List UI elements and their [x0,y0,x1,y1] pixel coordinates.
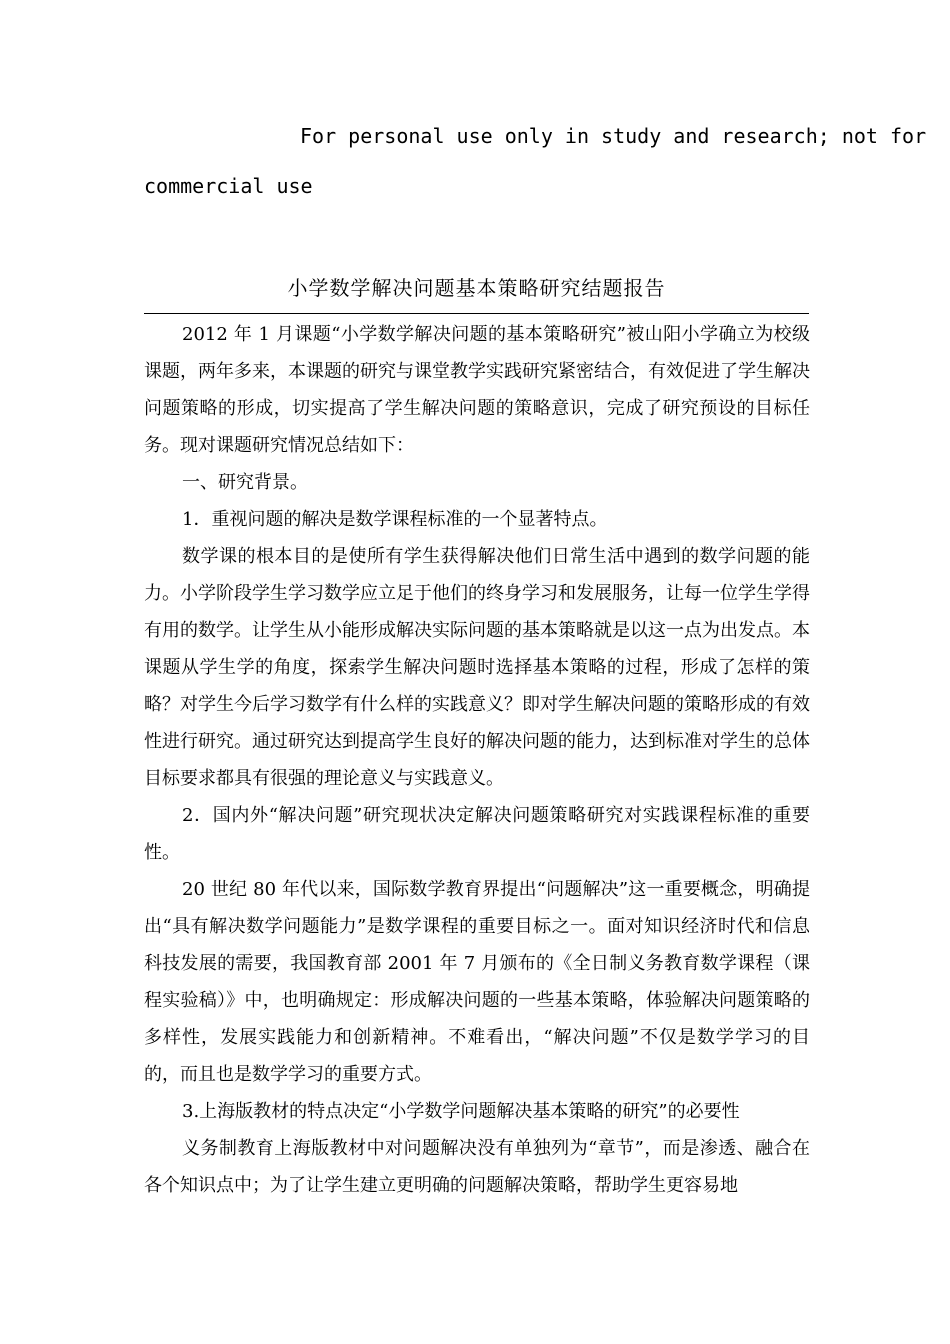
document-body [144,316,810,1204]
document-title: 小学数学解决问题基本策略研究结题报告 [287,276,666,300]
usage-notice-line-1: For personal use only in study and research; not for [300,124,927,148]
usage-notice-line-2: commercial use [144,174,313,198]
subheading-3: 3.上海版教材的特点决定“小学数学问题解决基本策略的研究”的必要性 [182,1101,740,1122]
section-heading-background: 一、研究背景。 [182,472,308,493]
subheading-1: 1．重视问题的解决是数学课程标准的一个显著特点。 [182,509,608,530]
subheading-2: 2．国内外“解决问题”研究现状决定解决问题策略研究对实践课程标准的重要性。 [144,805,810,863]
paragraph-intro: 2012 年 1 月课题“小学数学解决问题的基本策略研究”被山阳小学确立为校级课题，两年多来，本课题的研究与课堂教学实践研究紧密结合，有效促进了学生解决问题策略的形成，切实提高了学生解决问题的策略意识，完成了研究预设的目标任务。现对课题研究情况总结如下： [144,324,810,456]
paragraph-1: 数学课的根本目的是使所有学生获得解决他们日常生活中遇到的数学问题的能力。小学阶段学生学习数学应立足于他们的终身学习和发展服务，让每一位学生学得有用的数学。让学生从小能形成解决实际问题的基本策略就是以这一点为出发点。本课题从学生学的角度，探索学生解决问题时选择基本策略的过程，形成了怎样的策略？对学生今后学习数学有什么样的实践意义？即对学生解决问题的策略形成的有效性进行研究。通过研究达到提高学生良好的解决问题的能力，达到标准对学生的总体目标要求都具有很强的理论意义与实践意义。 [144,546,810,789]
paragraph-3: 义务制教育上海版教材中对问题解决没有单独列为“章节”，而是渗透、融合在各个知识点中；为了让学生建立更明确的问题解决策略，帮助学生更容易地 [144,1138,810,1196]
paragraph-2: 20 世纪 80 年代以来，国际数学教育界提出“问题解决”这一重要概念，明确提出“具有解决数学问题能力”是数学课程的重要目标之一。面对知识经济时代和信息科技发展的需要，我国教育部 2001 年 7 月颁布的《全日制义务教育数学课程（课程实验稿）》中，也明确规定：形成解决问题的一些基本策略，体验解决问题策略的多样性，发展实践能力和创新精神。不难看出，“解决问题”不仅是数学学习的目的，而且也是数学学习的重要方式。 [144,879,810,1085]
title-underline [144,313,809,314]
